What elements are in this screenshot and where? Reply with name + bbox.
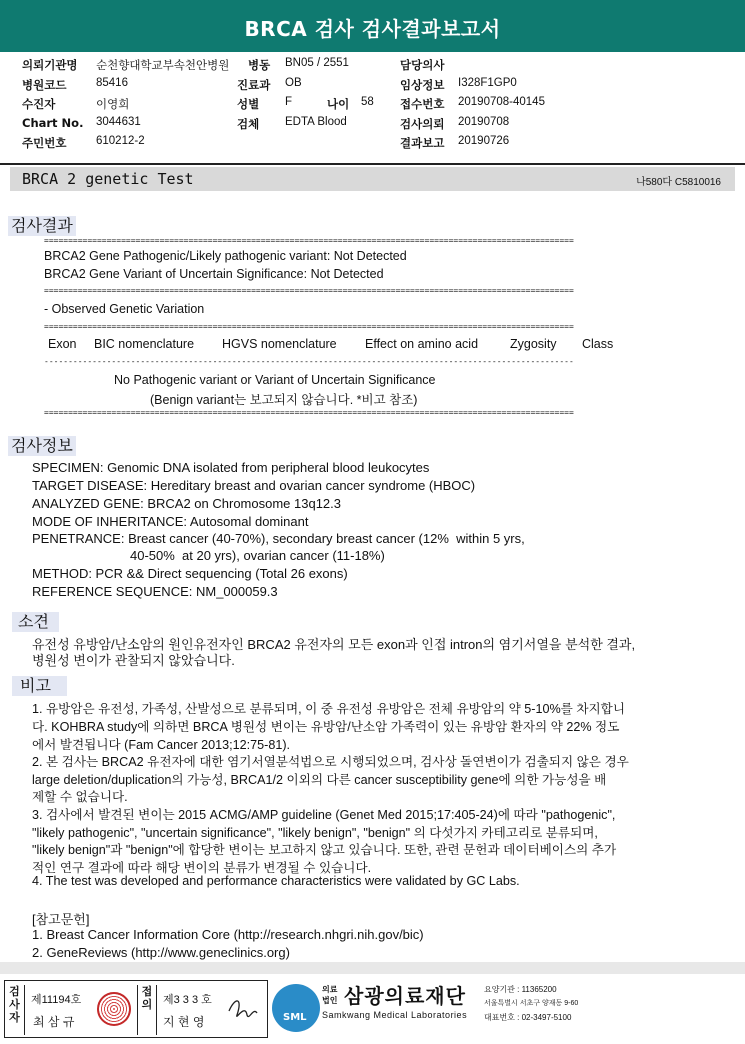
signature-box [4, 980, 268, 1038]
institution-value: 순천향대학교부속천안병원 [96, 60, 230, 72]
institution-label: 의뢰기관명 [22, 58, 78, 72]
tester-vertical-label: 검사자 [5, 985, 25, 1035]
confirmer-vertical-label: 접의 [137, 985, 157, 1035]
hospital-code-label: 병원코드 [22, 78, 67, 92]
references-title: [참고문헌] [32, 912, 90, 927]
tester-seal [97, 992, 131, 1026]
tester-name: 최 삼 규 [33, 1015, 75, 1029]
confirmer-name: 지 현 영 [163, 1015, 205, 1029]
column-effect: Effect on amino acid [365, 337, 479, 351]
clinical-info-value: I328F1GP0 [458, 77, 517, 89]
chart-no-label: Chart No. [22, 116, 84, 130]
receipt-no-value: 20190708-40145 [458, 96, 545, 108]
rule-eq: ============================================================================================================== [44, 408, 574, 417]
request-date-label: 검사의뢰 [400, 117, 445, 131]
no-variant-line: No Pathogenic variant or Variant of Uncertain Significance [114, 373, 436, 387]
department-value: OB [285, 77, 302, 89]
observed-variation: - Observed Genetic Variation [44, 302, 205, 316]
remark-line: 3. 검사에서 발견된 변이는 2015 ACMG/AMP guideline (Genet Med 2015;17:405-24)에 따라 "pathogenic", [32, 808, 616, 822]
remark-line: 제할 수 없습니다. [32, 790, 128, 804]
rule-dash: -------------------------------------------------------------------------------------------------------------- [44, 357, 574, 366]
header-divider [0, 163, 745, 165]
vus-result: BRCA2 Gene Variant of Uncertain Significance: Not Detected [44, 267, 384, 281]
footer [0, 976, 745, 1044]
remark-line: 4. The test was developed and performance characteristics were validated by GC Labs. [32, 874, 520, 888]
confirmer-license-no: 제3 3 3 호 [163, 994, 212, 1006]
test-code: 나580다 C5810016 [636, 177, 721, 188]
remark-line: 다. KOHBRA study에 의하면 BRCA 병원성 변이는 유방암/난소암 가족력이 있는 유방암 환자의 약 22% 정도 [32, 720, 620, 734]
ward-label: 병동 [248, 58, 271, 72]
reference-item: 1. Breast Cancer Information Core (http://research.nhgri.nih.gov/bic) [32, 927, 424, 942]
specimen-label: 검체 [237, 117, 260, 131]
tester-label: 수진자 [22, 97, 56, 111]
target-disease-info: TARGET DISEASE: Hereditary breast and ovarian cancer syndrome (HBOC) [32, 478, 476, 493]
reference-item: 2. GeneReviews (http://www.geneclinics.org) [32, 945, 290, 960]
reference-info: REFERENCE SEQUENCE: NM_000059.3 [32, 584, 278, 599]
sex-label: 성별 [237, 97, 260, 111]
column-bic: BIC nomenclature [94, 337, 195, 351]
confirmer-signature [225, 993, 261, 1025]
request-date-value: 20190708 [458, 116, 510, 128]
resident-no-label: 주민번호 [22, 136, 67, 150]
corp-label: 법인 [322, 996, 338, 1005]
tester-license-no: 제11194호 [31, 994, 82, 1006]
opinion-line: 병원성 변이가 관찰되지 않았습니다. [32, 653, 235, 668]
sml-logo-text: SML [283, 1012, 307, 1023]
remark-line: 적인 연구 결과에 따라 해당 변이의 분류가 변경될 수 있습니다. [32, 861, 372, 875]
column-hgvs: HGVS nomenclature [222, 337, 337, 351]
corp-label: 의료 [322, 985, 338, 994]
remark-line: "likely benign"과 "benign"에 합당한 변이는 보고하지 않고 있습니다. 또한, 관련 문헌과 데이터베이스의 추가 [32, 843, 617, 857]
sml-logo-icon [272, 984, 320, 1032]
tester-value: 이영희 [96, 99, 130, 111]
hospital-code-value: 85416 [96, 77, 128, 89]
penetrance-info: PENETRANCE: Breast cancer (40-70%), secondary breast cancer (12% within 5 yrs, [32, 531, 525, 546]
age-label: 나이 [327, 97, 350, 111]
results-section-title: 검사결과 [8, 216, 76, 236]
rule-eq: ============================================================================================================== [44, 286, 574, 295]
age-value: 58 [361, 96, 374, 108]
specimen-info: SPECIMEN: Genomic DNA isolated from peripheral blood leukocytes [32, 460, 430, 475]
remark-line: "likely pathogenic", "uncertain significance", "likely benign", "benign" 의 다섯가지 카테고리로 분류되며, [32, 826, 598, 840]
resident-no-value: 610212-2 [96, 135, 145, 147]
column-class: Class [582, 337, 614, 351]
org-english-name: Samkwang Medical Laboratories [322, 1010, 468, 1020]
method-info: METHOD: PCR && Direct sequencing (Total 26 exons) [32, 566, 348, 581]
footer-divider [0, 962, 745, 974]
doctor-label: 담당의사 [400, 58, 445, 72]
chart-no-value: 3044631 [96, 116, 141, 128]
specimen-value: EDTA Blood [285, 116, 347, 128]
opinion-line: 유전성 유방암/난소암의 원인유전자인 BRCA2 유전자의 모든 exon과 인접 intron의 염기서열을 분석한 결과, [32, 637, 636, 652]
report-title: BRCA 검사 검사결과보고서 [0, 0, 745, 52]
remark-line: 2. 본 검사는 BRCA2 유전자에 대한 염기서열분석법으로 시행되었으며, 검사상 돌연변이가 검출되지 않은 경우 [32, 755, 629, 769]
phone: 대표번호 : 02-3497-5100 [484, 1013, 572, 1022]
benign-note: (Benign variant는 보고되지 않습니다. *비고 참조) [150, 393, 418, 407]
remark-line: 1. 유방암은 유전성, 가족성, 산발성으로 분류되며, 이 중 유전성 유방암은 전체 유방암의 약 5-10%를 차지합니 [32, 702, 626, 716]
sex-value: F [285, 96, 293, 108]
receipt-no-label: 접수번호 [400, 97, 445, 111]
report-date-value: 20190726 [458, 135, 510, 147]
column-zygosity: Zygosity [510, 337, 557, 351]
department-label: 진료과 [237, 78, 271, 92]
penetrance-info-cont: 40-50% at 20 yrs), ovarian cancer (11-18%) [130, 548, 385, 563]
clinical-info-label: 임상정보 [400, 78, 445, 92]
test-name-bar [10, 167, 735, 191]
remark-line: 에서 발견됩니다 (Fam Cancer 2013;12:75-81). [32, 738, 291, 752]
patient-info-header [0, 55, 745, 163]
rule-eq: ============================================================================================================== [44, 322, 574, 331]
column-exon: Exon [48, 337, 77, 351]
info-section-title: 검사정보 [8, 436, 76, 456]
report-date-label: 결과보고 [400, 136, 445, 150]
ward-value: BN05 / 2551 [285, 57, 349, 69]
inheritance-info: MODE OF INHERITANCE: Autosomal dominant [32, 514, 309, 529]
license-no: 요양기관 : 11365200 [484, 985, 557, 994]
rule-eq: ============================================================================================================== [44, 236, 574, 245]
pathogenic-result: BRCA2 Gene Pathogenic/Likely pathogenic variant: Not Detected [44, 249, 407, 263]
opinion-section-title: 소견 [12, 612, 59, 632]
address: 서울특별시 서초구 양재동 9-60 [484, 1000, 579, 1007]
org-name: 삼광의료재단 [344, 986, 466, 1008]
remark-line: large deletion/duplication의 가능성, BRCA1/2 이외의 다른 cancer susceptibility gene에 의한 가능성을 배 [32, 773, 607, 787]
remarks-section-title: 비고 [12, 676, 67, 696]
analyzed-gene-info: ANALYZED GENE: BRCA2 on Chromosome 13q12.3 [32, 496, 342, 511]
test-name: BRCA 2 genetic Test [22, 170, 194, 188]
